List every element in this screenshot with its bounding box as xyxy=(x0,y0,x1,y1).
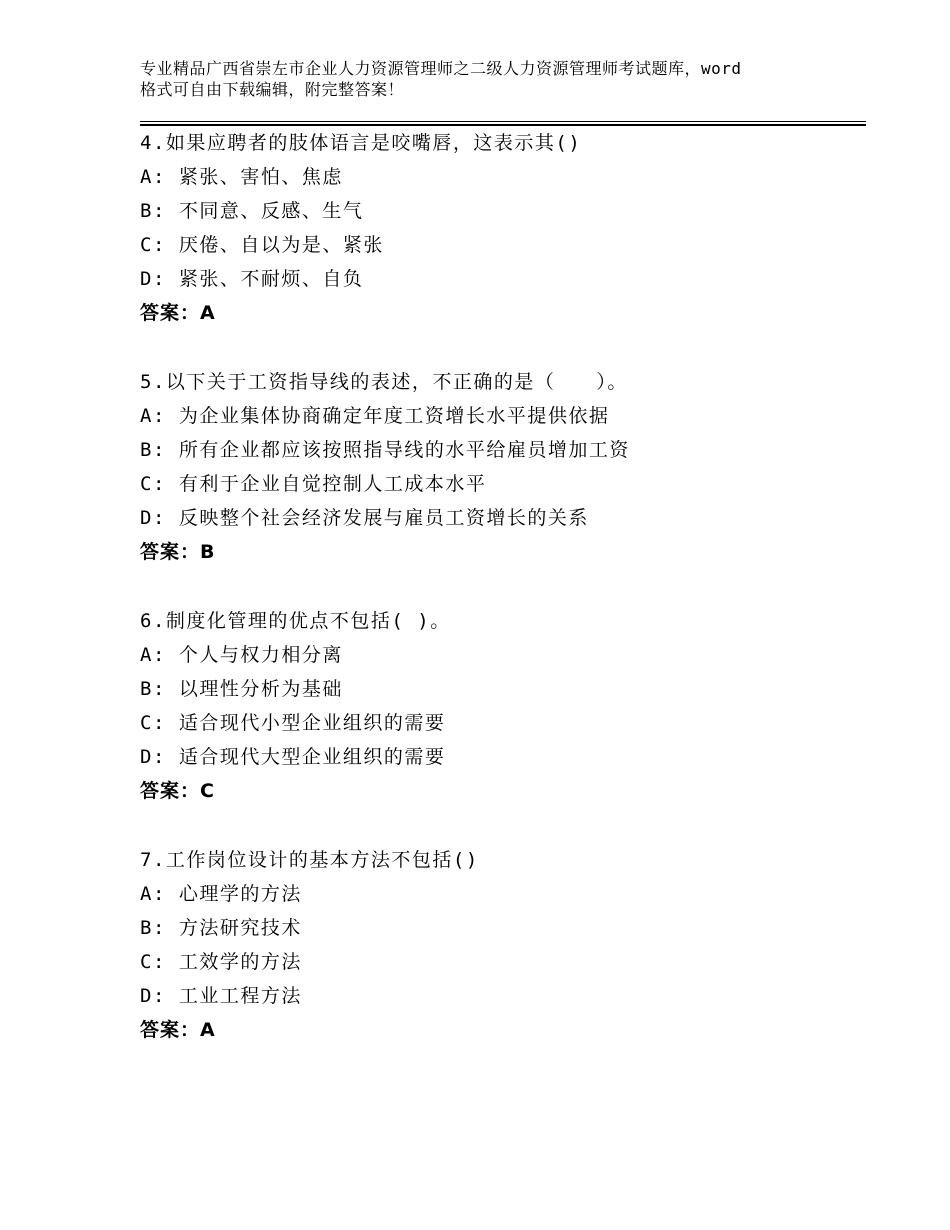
question-stem: 5.以下关于工资指导线的表述，不正确的是（ ）。 xyxy=(140,371,628,393)
option-c: C: 厌倦、自以为是、紧张 xyxy=(140,234,384,256)
answer-line: 答案：C xyxy=(140,780,215,802)
option-d: D: 适合现代大型企业组织的需要 xyxy=(140,746,446,768)
question-7 xyxy=(140,843,860,1047)
header-divider-thin xyxy=(140,121,866,122)
option-b: B: 所有企业都应该按照指导线的水平给雇员增加工资 xyxy=(140,439,630,461)
question-stem: 4.如果应聘者的肢体语言是咬嘴唇，这表示其() xyxy=(140,132,582,154)
option-c: C: 适合现代小型企业组织的需要 xyxy=(140,712,446,734)
option-b: B: 以理性分析为基础 xyxy=(140,678,343,700)
document-header xyxy=(140,58,840,100)
option-d: D: 反映整个社会经济发展与雇员工资增长的关系 xyxy=(140,507,589,529)
option-c: C: 工效学的方法 xyxy=(140,951,302,973)
option-d: D: 工业工程方法 xyxy=(140,985,302,1007)
question-4 xyxy=(140,126,860,330)
option-b: B: 方法研究技术 xyxy=(140,917,302,939)
header-line-1: 专业精品广西省崇左市企业人力资源管理师之二级人力资源管理师考试题库，word xyxy=(140,59,742,78)
option-b: B: 不同意、反感、生气 xyxy=(140,200,364,222)
question-5 xyxy=(140,365,860,569)
question-stem: 6.制度化管理的优点不包括( )。 xyxy=(140,610,451,632)
option-c: C: 有利于企业自觉控制人工成本水平 xyxy=(140,473,487,495)
option-a: A: 紧张、害怕、焦虑 xyxy=(140,166,343,188)
option-d: D: 紧张、不耐烦、自负 xyxy=(140,268,364,290)
question-stem: 7.工作岗位设计的基本方法不包括() xyxy=(140,849,479,871)
option-a: A: 心理学的方法 xyxy=(140,883,302,905)
answer-line: 答案：B xyxy=(140,541,216,563)
option-a: A: 个人与权力相分离 xyxy=(140,644,343,666)
answer-line: 答案：A xyxy=(140,1019,216,1041)
option-a: A: 为企业集体协商确定年度工资增长水平提供依据 xyxy=(140,405,610,427)
question-6 xyxy=(140,604,860,808)
header-line-2: 格式可自由下载编辑，附完整答案！ xyxy=(140,80,405,99)
answer-line: 答案：A xyxy=(140,302,216,324)
